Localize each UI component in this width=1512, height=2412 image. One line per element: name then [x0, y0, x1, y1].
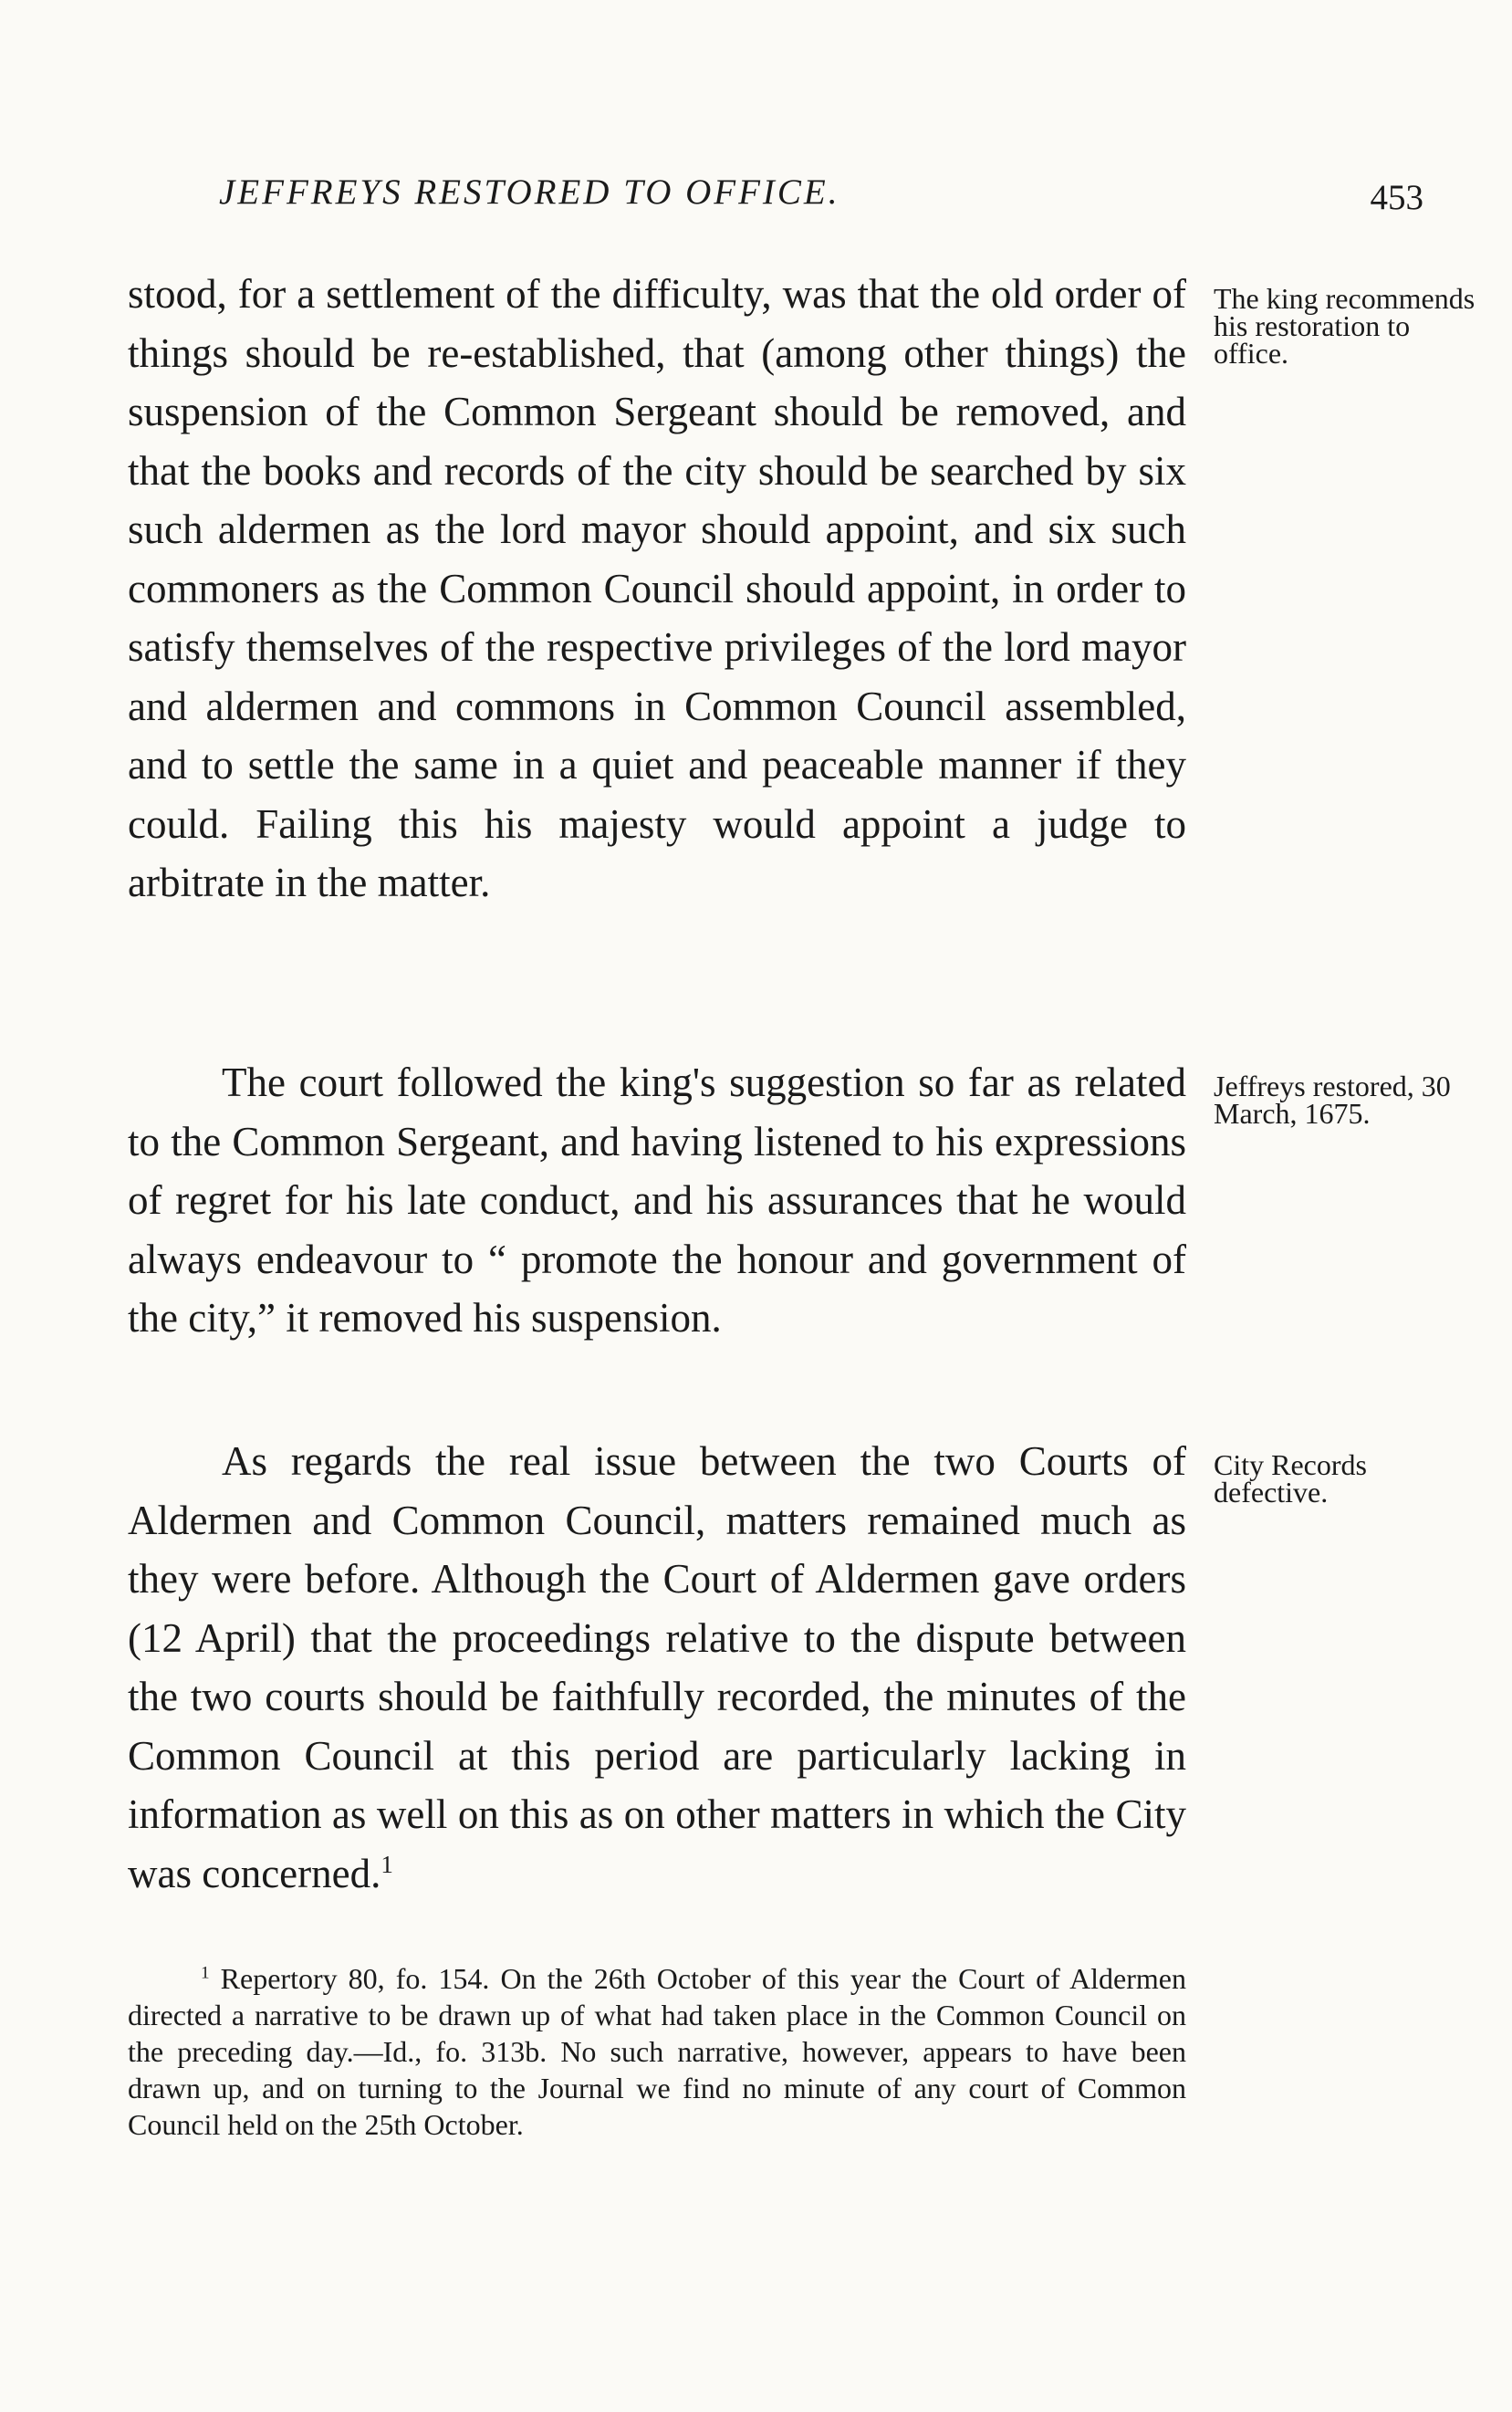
paragraph-3-text: As regards the real issue between the two Courts of Aldermen and Common Council, matters remained much as they were before. Although the Court of Aldermen gave orders (12 April) that the proceedings relative to the dispute between the two courts should be faithfully recorded, the minutes of the Common Council at this period are particularly lacking in information as well on this as on other matters in which the City was concerned.: [128, 1438, 1186, 1896]
running-title: JEFFREYS RESTORED TO OFFICE.: [219, 172, 840, 212]
paragraph-3: [128, 1432, 1186, 1903]
paragraph-2: The court followed the king's suggestion so far as related to the Common Sergeant, and having listened to his expressions of regret for his late conduct, and his assurances that he would always endeavour to “ promote the honour and government of the city,” it removed his suspension.: [128, 1060, 1186, 1341]
footnote-text: Repertory 80, fo. 154. On the 26th October of this year the Court of Aldermen directed a narrative to be drawn up of what had taken place in the Common Council on the preceding day.—Id., fo. 313b. No such narrative, however, appears to have been drawn up, and on turning to the Journal we find no minute of any court of Common Council held on the 25th October.: [128, 1962, 1187, 2141]
sidenote-king-recommends: The king recommends his restoration to office.: [1214, 282, 1476, 370]
sidenote-jeffreys-restored: Jeffreys restored, 30 March, 1675.: [1214, 1070, 1451, 1130]
footnote: [128, 1960, 1186, 2143]
footnote-marker: 1: [201, 1963, 210, 1983]
paragraph-1: stood, for a settlement of the difficulty, was that the old order of things should be re-established, that (among other things) the suspension of the Common Sergeant should be removed, and that the books and records of the city should be searched by six such aldermen as the lord mayor should appoint, and six such commoners as the Common Council should appoint, in order to satisfy themselves of the respective privileges of the lord mayor and aldermen and commons in Common Council assembled, and to settle the same in a quiet and peaceable manner if they could. Failing this his majesty would appoint a judge to arbitrate in the matter.: [128, 271, 1186, 905]
footnote-reference: 1: [381, 1850, 393, 1878]
page-number: 453: [1370, 178, 1423, 217]
sidenote-city-records: City Records defective.: [1214, 1448, 1367, 1509]
page-header: [219, 172, 1423, 226]
